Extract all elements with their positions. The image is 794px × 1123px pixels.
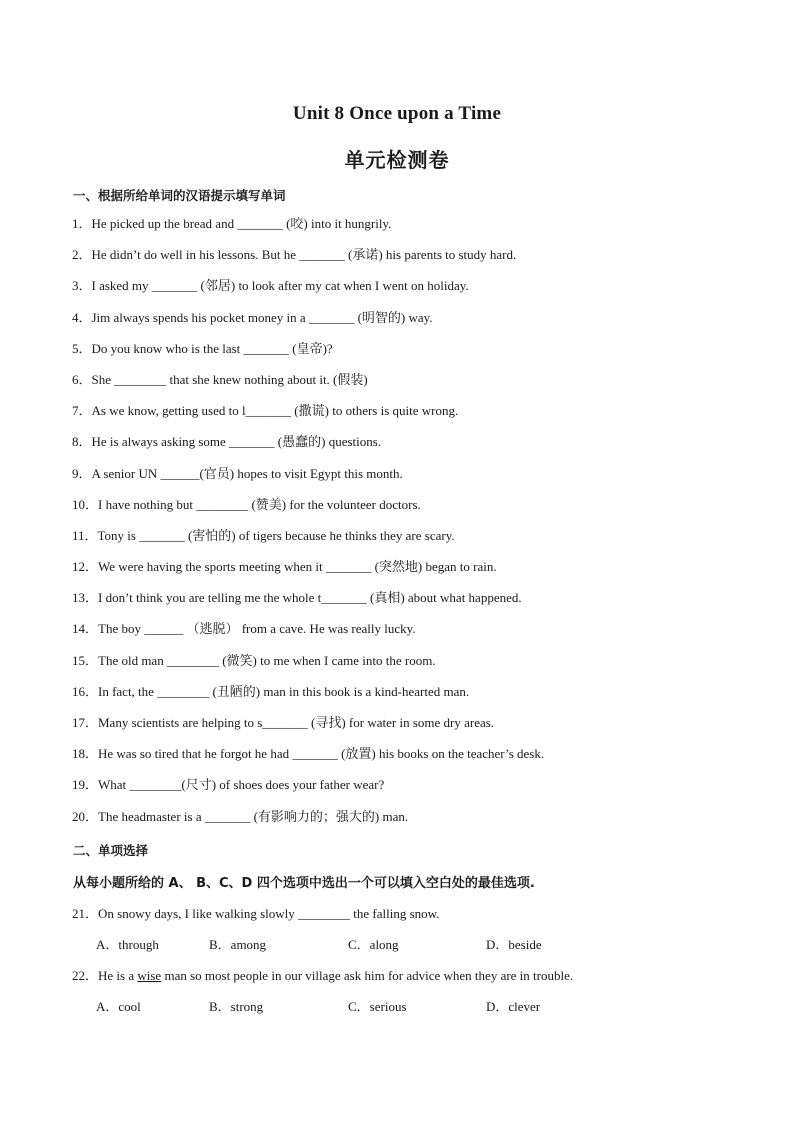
section-1-heading: 一、根据所给单词的汉语提示填写单词: [73, 188, 286, 203]
question-18: 18．He was so tired that he forgot he had _______ (放置) his books on the teacher’s desk.: [72, 746, 545, 762]
option-c: C．along: [348, 937, 399, 952]
question-7: 7．As we know, getting used to l_______ (撒谎) to others is quite wrong.: [72, 403, 459, 419]
question-2: 2．He didn’t do well in his lessons. But he _______ (承诺) his parents to study hard.: [72, 247, 517, 263]
question-22-stem-after: man so most people in our village ask him for advice when they are in trouble.: [161, 968, 574, 983]
question-15: 15．The old man ________ (微笑) to me when I came into the room.: [72, 652, 436, 668]
option-b: B．strong: [209, 999, 264, 1014]
document-title: Unit 8 Once upon a Time: [292, 103, 502, 124]
document-subtitle: 单元检测卷: [344, 148, 450, 172]
question-6: 6．She ________ that she knew nothing about it. (假装): [72, 371, 368, 387]
question-11: 11．Tony is _______ (害怕的) of tigers because he thinks they are scary.: [72, 527, 455, 543]
question-5: 5．Do you know who is the last _______ (皇帝)?: [72, 340, 333, 356]
option-d: D．clever: [486, 999, 541, 1014]
question-22-stem-before: 22．He is a: [72, 968, 138, 983]
underlined-word: wise: [137, 968, 162, 983]
question-21-stem: 21．On snowy days, I like walking slowly ________ the falling snow.: [72, 906, 440, 921]
question-17: 17．Many scientists are helping to s_______ (寻找) for water in some dry areas.: [72, 715, 495, 730]
question-4: 4．Jim always spends his pocket money in a _______ (明智的) way.: [72, 309, 433, 325]
option-a: A．through: [96, 937, 159, 952]
question-16: 16．In fact, the ________ (丑陋的) man in this book is a kind-hearted man.: [72, 683, 470, 699]
section-2-instruction: 从每小题所给的 A、 B、C、D 四个选项中选出一个可以填入空白处的最佳选项.: [73, 876, 535, 891]
question-10: 10．I have nothing but ________ (赞美) for the volunteer doctors.: [72, 496, 421, 512]
question-20: 20．The headmaster is a _______ (有影响力的；强大的) man.: [72, 808, 409, 824]
question-1: 1．He picked up the bread and _______ (咬) into it hungrily.: [72, 216, 392, 231]
fill-in-question-list: [72, 216, 544, 840]
question-13: 13．I don’t think you are telling me the whole t_______ (真相) about what happened.: [72, 590, 522, 606]
option-a: A．cool: [96, 999, 141, 1014]
question-12: 12．We were having the sports meeting when it _______ (突然地) began to rain.: [72, 559, 497, 575]
question-22-stem: [72, 965, 573, 984]
question-3: 3．I asked my _______ (邻居) to look after my cat when I went on holiday.: [72, 278, 469, 294]
question-9: 9．A senior UN ______(官员) hopes to visit Egypt this month.: [72, 465, 403, 481]
question-19: 19．What ________(尺寸) of shoes does your father wear?: [72, 777, 385, 793]
question-8: 8．He is always asking some _______ (愚蠢的) questions.: [72, 434, 382, 450]
option-d: D．beside: [486, 937, 542, 952]
option-b: B．among: [209, 937, 267, 952]
question-14: 14．The boy ______ （逃脱） from a cave. He was really lucky.: [72, 621, 416, 637]
section-2-heading: 二、单项选择: [73, 843, 149, 858]
option-c: C．serious: [348, 999, 407, 1014]
